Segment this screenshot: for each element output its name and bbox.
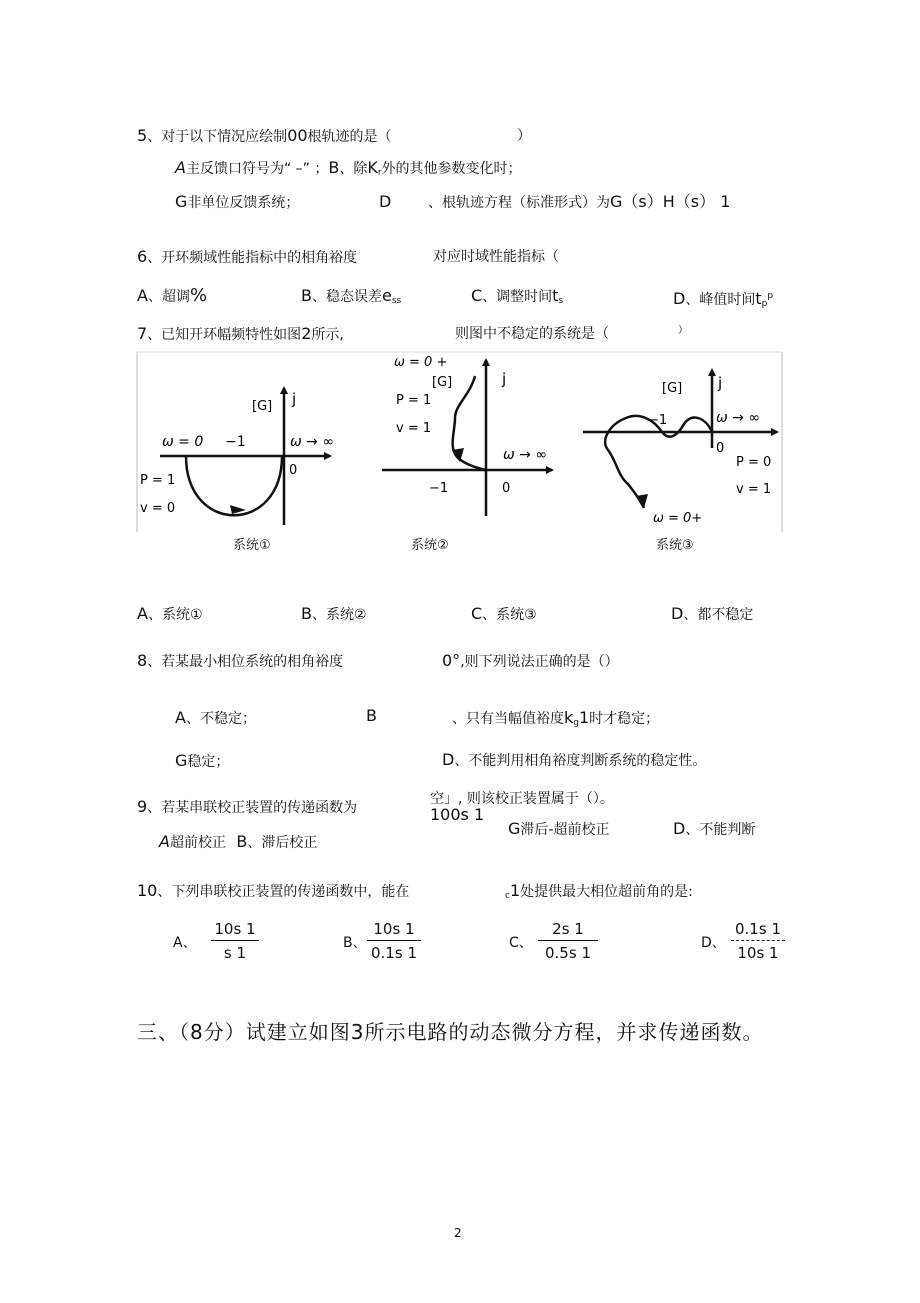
nyquist-figure: [0, 0, 920, 560]
sys3-omega-inf-label: ω → ∞: [716, 410, 761, 426]
q9-stem: 9、若某串联校正装置的传递函数为: [137, 797, 358, 816]
sys3-omega0-label: ω = 0+: [653, 511, 703, 526]
page-number: 2: [454, 1226, 462, 1240]
q10-option-c-label: C、: [509, 935, 533, 951]
q7-stem-close: ）: [678, 325, 688, 336]
q7-option-c: C、系统③: [471, 604, 537, 623]
q7-option-a: A、系统①: [137, 604, 203, 623]
section-3-heading: 三、（8分）试建立如图3所示电路的动态微分方程，并求传递函数。: [137, 1020, 764, 1044]
q9-stem-right: 空」, 则该校正装置属于（）。: [430, 791, 614, 807]
q10-option-b-fraction: 10s 1 0.1s 1: [367, 920, 421, 962]
q6-option-d: D、峰值时间$tp^p$: [673, 289, 774, 309]
q7-stem-right: 则图中不稳定的系统是（: [455, 326, 609, 342]
sys2-zero-label: 0: [502, 481, 511, 496]
system-2-plot: [382, 355, 552, 516]
sys2-v-label: v = 1: [396, 421, 432, 436]
q8-option-b: B: [366, 706, 377, 725]
sys3-caption: 系统③: [656, 538, 694, 553]
q9-option-d: D、不能判断: [673, 819, 756, 838]
q5-stem-close: ）: [517, 128, 531, 144]
sys1-minus1-label: −1: [225, 434, 246, 450]
sys3-p-label: P = 0: [736, 455, 772, 470]
q9-option-c: G滞后-超前校正: [508, 819, 610, 838]
q8-stem: 8、若某最小相位系统的相角裕度: [137, 651, 344, 670]
sys3-zero-label: 0: [716, 441, 725, 456]
sys2-caption: 系统②: [411, 538, 449, 553]
sys2-p-label: P = 1: [396, 393, 432, 408]
system-3-plot: [583, 370, 777, 526]
q5-option-d: D: [379, 192, 392, 211]
q6-stem: 6、开环频域性能指标中的相角裕度: [137, 247, 358, 266]
q10-option-c-fraction: 2s 1 0.5s 1: [538, 920, 598, 962]
sys3-j-label: j: [718, 374, 723, 392]
q6-stem-right: 对应时域性能指标（: [433, 249, 559, 265]
sys1-caption: 系统①: [233, 538, 271, 553]
sys2-g-label: [G]: [432, 375, 453, 390]
q5-option-c: G非单位反馈系统；: [175, 192, 300, 211]
q8-option-c: G稳定；: [175, 751, 230, 770]
q10-option-a-fraction: 10s 1 s 1: [211, 920, 259, 962]
q10-stem-right: c1处提供最大相位超前角的是:: [505, 881, 693, 901]
q6-option-a: A、超调%: [137, 285, 208, 306]
sys1-omega0-label: ω = 0: [162, 434, 204, 450]
q10-stem: 10、下列串联校正装置的传递函数中，能在: [137, 881, 410, 900]
q8-option-d: D、不能判用相角裕度判断系统的稳定性。: [442, 750, 707, 769]
q7-option-b: B、系统②: [301, 604, 367, 623]
sys1-curve-arrow: [230, 505, 246, 514]
q6-option-b: B、稳态误差ess: [301, 286, 402, 306]
sys3-minus1-label: −1: [648, 413, 668, 428]
sys2-omega-inf-label: ω → ∞: [503, 447, 548, 463]
sys1-v-label: v = 0: [140, 501, 176, 516]
sys3-curve: [605, 416, 712, 508]
q10-option-b-label: B、: [343, 935, 367, 951]
q8-option-b-text: 、只有当幅值裕度kg1时才稳定；: [452, 708, 660, 728]
q9-fraction-denominator: 100s 1: [430, 805, 485, 824]
sys2-j-label: j: [502, 370, 507, 388]
sys1-zero-label: 0: [289, 463, 298, 478]
sys1-j-label: j: [292, 390, 297, 408]
sys3-g-label: [G]: [662, 381, 683, 396]
q8-option-a: A、不稳定；: [175, 708, 256, 727]
q9-option-a: A超前校正 B、滞后校正: [159, 832, 318, 851]
q5-option-d-text: 、根轨迹方程（标准形式）为G（s）H（s） 1: [428, 192, 731, 211]
q10-option-d-label: D、: [701, 935, 726, 951]
system-1-plot: [140, 388, 334, 525]
q7-option-d: D、都不稳定: [671, 604, 754, 623]
q7-stem: 7、已知开环幅频特性如图2所示,: [137, 324, 344, 343]
sys1-omega-inf-label: ω → ∞: [290, 434, 335, 450]
sys3-v-label: v = 1: [736, 482, 772, 497]
q5-option-a: A主反馈口符号为“ –” ；B、除Kr外的其他参数变化时；: [175, 158, 522, 178]
q6-option-c: C、调整时间ts: [471, 286, 564, 306]
sys2-omega0-label: ω = 0 +: [394, 355, 448, 370]
q10-option-d-fraction: 0.1s 1 10s 1: [731, 920, 785, 962]
q10-option-a-label: A、: [173, 935, 197, 951]
q5-stem: 5、对于以下情况应绘制00根轨迹的是（: [137, 126, 392, 145]
sys1-p-label: P = 1: [140, 473, 176, 488]
sys1-g-label: [G]: [252, 399, 273, 414]
q8-stem-right: 0°,则下列说法正确的是（）: [442, 651, 619, 670]
sys2-minus1-label: −1: [429, 481, 449, 496]
